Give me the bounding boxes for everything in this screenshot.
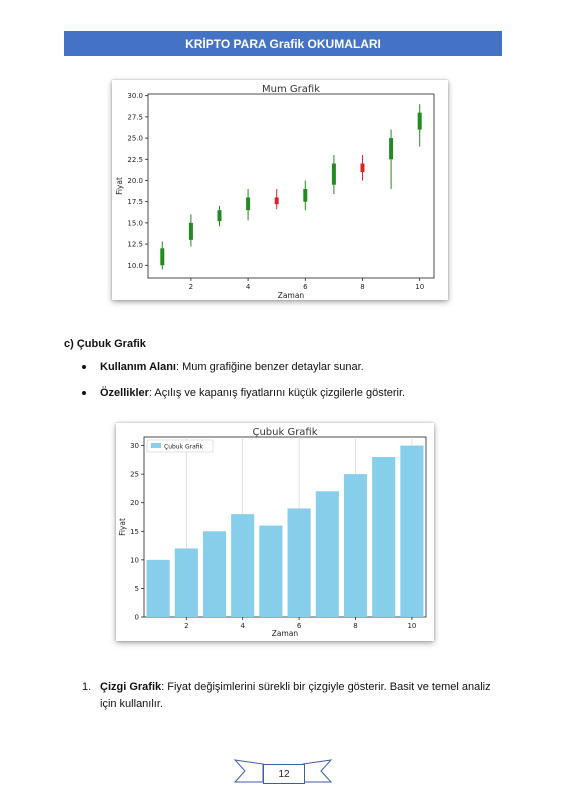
x-tick-label: 8 [353, 622, 358, 630]
x-tick-label: 4 [245, 283, 251, 291]
y-tick-label: 25.0 [127, 134, 143, 143]
x-tick-label: 8 [360, 283, 365, 291]
numbered-item [82, 679, 502, 713]
bullet-label: Kullanım Alanı [100, 361, 176, 373]
x-tick-label: 10 [407, 622, 417, 630]
candle-body [332, 164, 336, 185]
candle-body [189, 223, 193, 240]
y-tick-label: 10 [130, 556, 139, 565]
y-tick-label: 12.5 [127, 240, 143, 249]
feature-list [82, 360, 405, 412]
y-tick-label: 10.0 [127, 261, 143, 270]
y-tick-label: 30 [130, 442, 139, 451]
page-number: 12 [263, 764, 305, 784]
page-header-banner [64, 31, 502, 56]
y-tick-label: 30.0 [127, 92, 143, 101]
section-heading: c) Çubuk Grafik [64, 338, 146, 350]
x-tick-label: 4 [240, 622, 245, 630]
bar [175, 548, 198, 617]
y-tick-label: 15.0 [127, 219, 143, 228]
candle-body [361, 164, 365, 172]
item-number: 1. [82, 681, 92, 693]
bar [203, 531, 226, 617]
item-text: : Fiyat değişimlerini sürekli bir çizgiyle gösterir. Basit ve temel analiz için kullanılır. [100, 681, 491, 710]
legend-label: Çubuk Grafik [164, 443, 204, 451]
x-tick-label: 10 [415, 283, 425, 291]
x-axis-label: Zaman [271, 629, 299, 638]
candle-body [389, 138, 393, 159]
y-tick-label: 5 [134, 584, 139, 593]
bar [231, 514, 254, 617]
page-header-title: KRİPTO PARA Grafik OKUMALARI [185, 36, 381, 51]
candle-body [246, 197, 250, 210]
bar [400, 446, 423, 617]
candle-body [160, 248, 164, 265]
y-axis-label: Fiyat [118, 518, 127, 536]
candle-body [275, 197, 279, 204]
bullet-text: : Açılış ve kapanış fiyatlarını küçük çizgilerle gösterir. [148, 387, 406, 399]
candle-body [303, 189, 307, 202]
y-tick-label: 20.0 [127, 176, 143, 185]
y-tick-label: 15 [130, 527, 139, 536]
bar [259, 526, 282, 617]
bullet-icon [82, 365, 86, 369]
bullet-icon [82, 391, 86, 395]
list-item [82, 360, 405, 374]
list-item [82, 386, 405, 400]
item-label: Çizgi Grafik [100, 681, 162, 693]
legend-swatch [151, 443, 161, 448]
x-tick-label: 6 [296, 622, 302, 630]
candlestick-chart-svg [112, 80, 448, 300]
bar-chart-svg [116, 423, 434, 641]
x-tick-label: 2 [188, 283, 194, 291]
bar-chart [116, 423, 434, 641]
y-tick-label: 0 [134, 613, 139, 622]
candlestick-chart [112, 80, 448, 300]
bullet-text: : Mum grafiğine benzer detaylar sunar. [176, 361, 364, 373]
bar [344, 474, 367, 617]
x-tick-label: 6 [303, 283, 308, 291]
bullet-label: Özellikler [100, 387, 149, 399]
item-body [82, 679, 502, 713]
bar [288, 508, 311, 617]
y-axis-label: Fiyat [115, 177, 124, 195]
y-tick-label: 17.5 [127, 198, 143, 207]
bar [372, 457, 395, 617]
bar [147, 560, 170, 617]
x-tick-label: 2 [184, 622, 189, 630]
y-tick-label: 22.5 [127, 155, 143, 164]
y-tick-label: 20 [130, 499, 139, 508]
chart-title: Mum Grafik [262, 84, 320, 95]
bar [316, 491, 339, 617]
candle-body [418, 113, 422, 130]
candle-body [218, 210, 222, 221]
x-axis-label: Zaman [277, 291, 305, 300]
y-tick-label: 25 [130, 470, 139, 479]
y-tick-label: 27.5 [127, 113, 143, 122]
chart-title: Çubuk Grafik [252, 427, 318, 438]
